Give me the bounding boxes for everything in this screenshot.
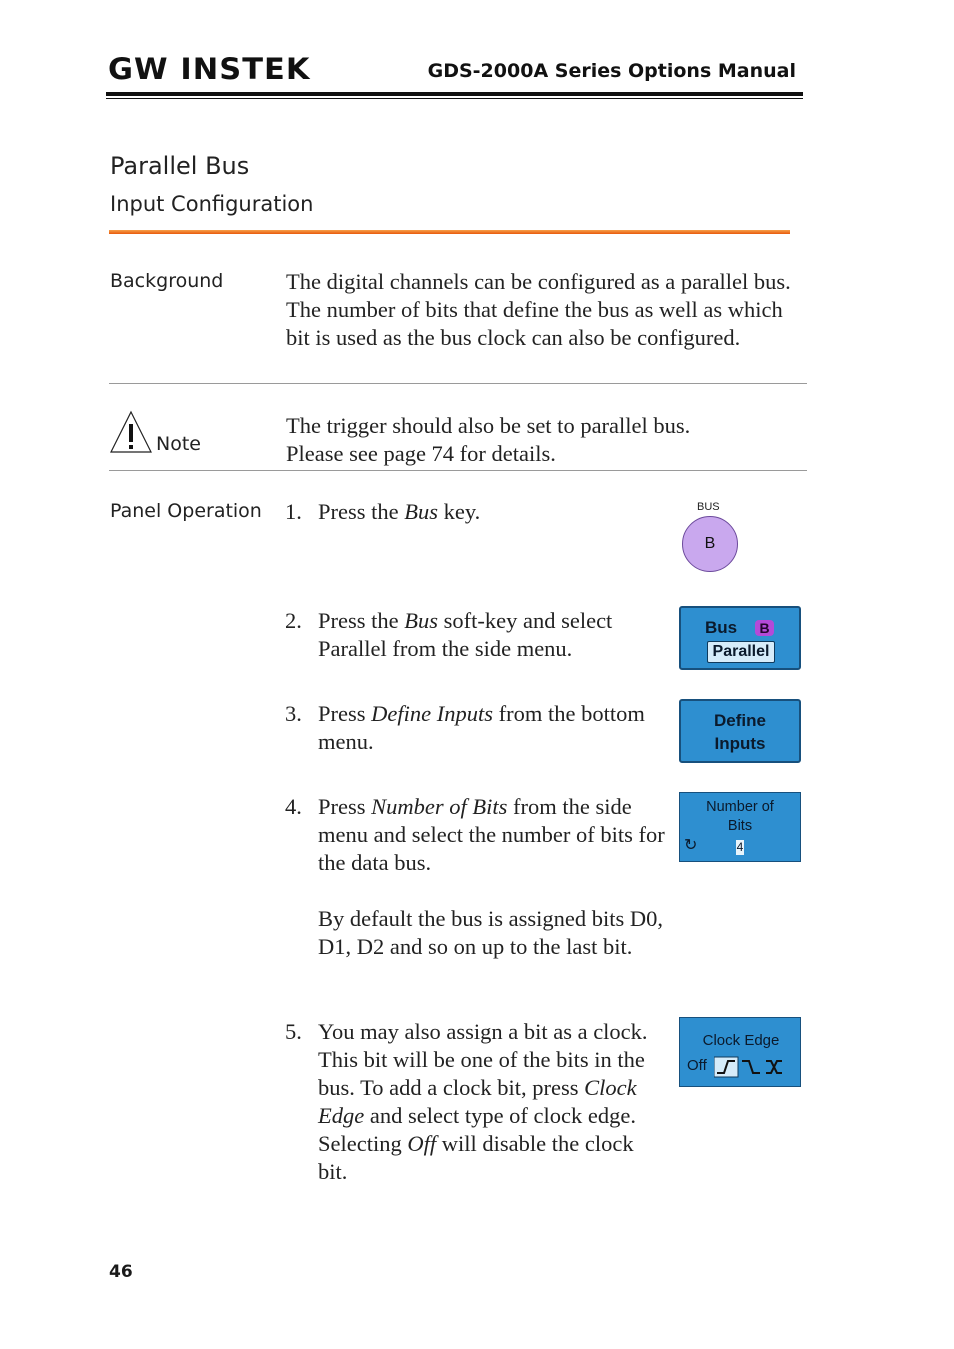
bits-line-2: Bits (727, 818, 753, 834)
step-text: You may also assign a bit as a clock. This bit will be one of the bits in the bus. To add a clock bit, press Clock Edge and select type of clock edge. Selecting Off will disable the clock bit. (318, 1019, 648, 1184)
warning-icon (109, 410, 153, 459)
define-inputs-softkey[interactable] (679, 699, 801, 763)
step-number: 4. (285, 794, 302, 819)
bus-badge: B (755, 620, 774, 636)
note-label: Note (156, 433, 201, 455)
bus-key-letter: B (704, 535, 716, 552)
bus-softkey[interactable] (679, 606, 801, 670)
bus-key[interactable] (682, 516, 738, 572)
step-number: 1. (285, 499, 302, 524)
define-line-1: Define (714, 711, 766, 730)
bits-value: 4 (736, 840, 744, 854)
step-number: 5. (285, 1019, 302, 1044)
header-rule-thin (106, 98, 803, 99)
step-number: 3. (285, 701, 302, 726)
note-line-2: Please see page 74 for details. (286, 441, 556, 466)
bits-line-1: Number of (706, 799, 774, 815)
step-text: Press Number of Bits from the side menu and select the number of bits for the data bus. (318, 794, 665, 875)
page-number: 46 (109, 1262, 133, 1282)
rising-edge-icon (714, 1057, 738, 1077)
step-4-extra: By default the bus is assigned bits D0, D1, D2 and so on up to the last bit. (318, 906, 663, 959)
header-rule (106, 92, 803, 96)
divider (109, 383, 807, 384)
clock-edge-icons (714, 1056, 798, 1080)
rotate-knob-icon: ↻ (684, 837, 698, 854)
define-line-2: Inputs (714, 734, 766, 753)
clock-edge-softkey[interactable] (679, 1017, 801, 1087)
number-of-bits-softkey[interactable] (679, 792, 801, 862)
section-rule (109, 230, 790, 234)
step-text: Press Define Inputs from the bottom menu. (318, 701, 645, 754)
section-subtitle: Input Configuration (110, 192, 314, 216)
panel-operation-label: Panel Operation (110, 500, 262, 522)
falling-edge-icon (742, 1061, 760, 1073)
step-number: 2. (285, 608, 302, 633)
note-text (286, 412, 806, 468)
step-text: Press the Bus soft-key and select Parallel from the side menu. (318, 608, 613, 661)
clock-edge-title: Clock Edge (702, 1032, 780, 1049)
both-edges-icon (766, 1061, 782, 1073)
section-title: Parallel Bus (110, 152, 250, 180)
bus-softkey-title: Bus (705, 618, 738, 637)
clock-off-option: Off (687, 1057, 707, 1074)
bus-key-label: BUS (697, 501, 720, 513)
divider (109, 470, 807, 471)
step-text: Press the Bus key. (318, 499, 481, 524)
manual-title: GDS-2000A Series Options Manual (427, 60, 796, 82)
note-line-1: The trigger should also be set to parallel bus. (286, 413, 691, 438)
background-text: The digital channels can be configured as a parallel bus. The number of bits that define the bus as well as which bit is used as the bus clock can also be configured. (286, 269, 791, 350)
bus-softkey-value: Parallel (707, 641, 775, 663)
background-label: Background (110, 270, 224, 292)
brand-logo: GW INSTEK (108, 52, 311, 86)
